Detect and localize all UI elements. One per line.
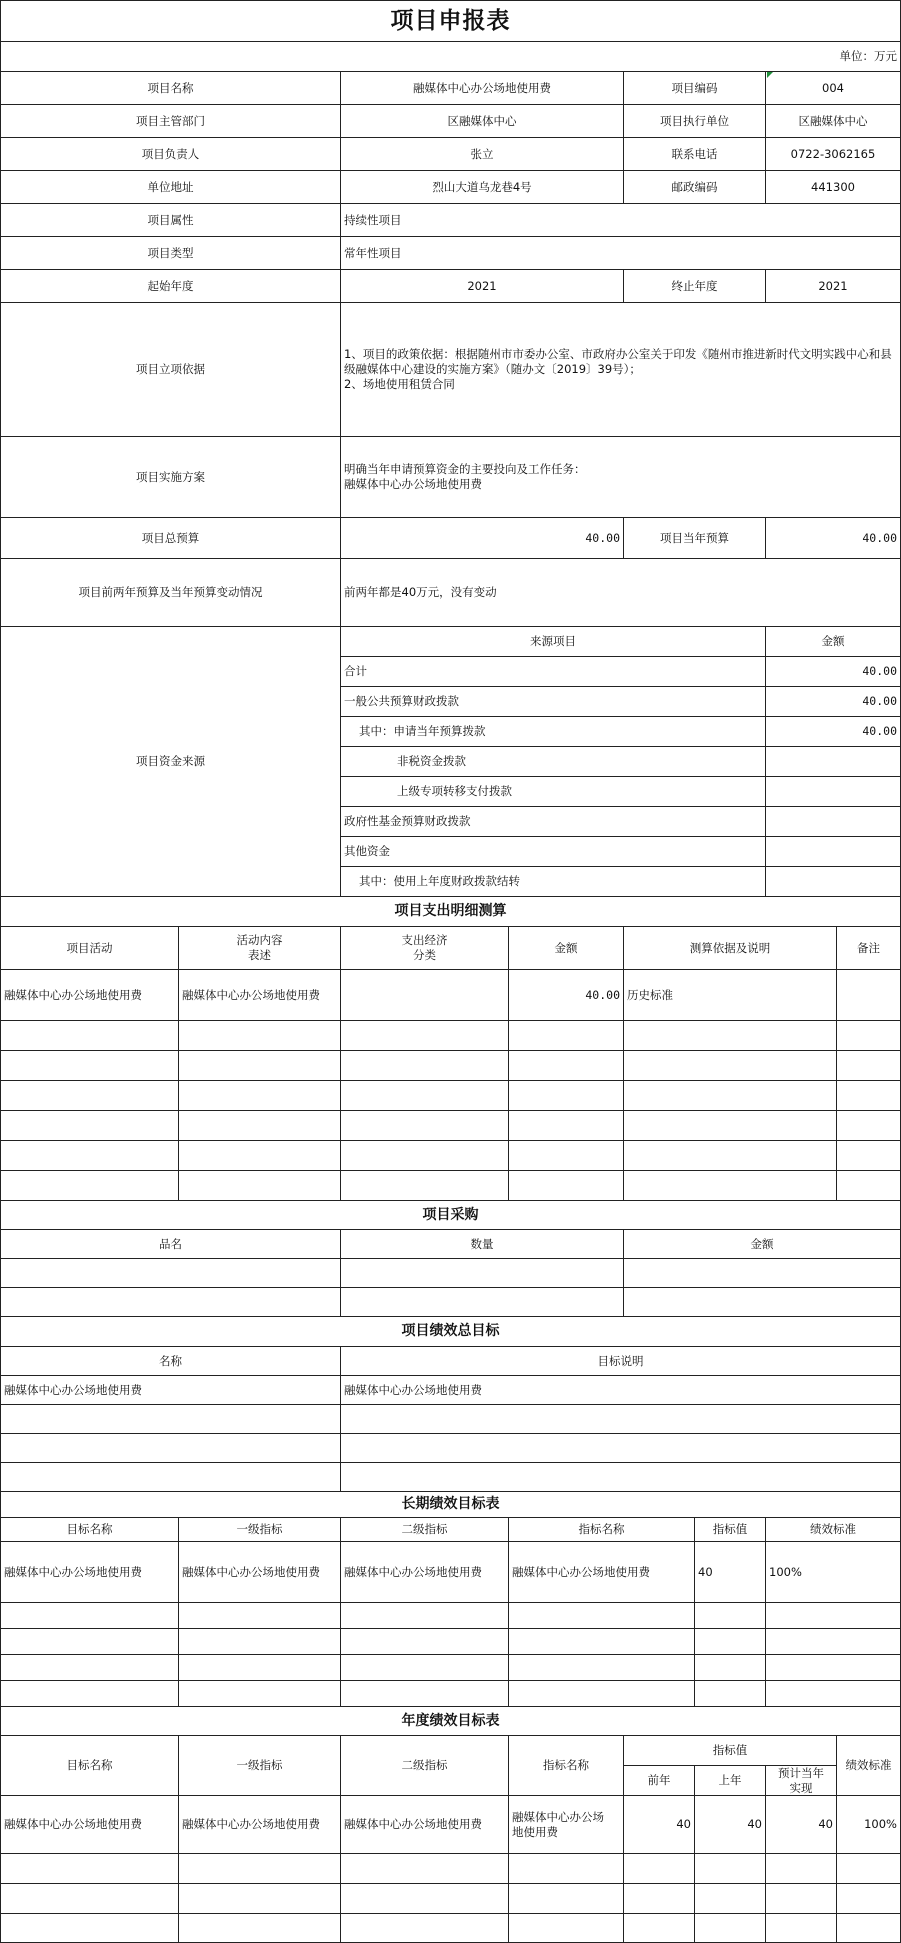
- dept-label: 项目主管部门: [0, 104, 341, 138]
- expense-empty-cell: [623, 1140, 837, 1171]
- dept-value: 区融媒体中心: [340, 104, 624, 138]
- annual-sub-header: 上年: [694, 1765, 766, 1796]
- expense-empty-cell: [340, 1140, 509, 1171]
- long-term-header: 指标名称: [508, 1517, 695, 1542]
- purchase-empty-cell: [623, 1287, 901, 1317]
- funding-row-name: 其中：申请当年预算拨款: [340, 716, 766, 747]
- annual-empty-cell: [508, 1883, 624, 1914]
- type-value: 常年性项目: [340, 236, 901, 270]
- leader-label: 项目负责人: [0, 137, 341, 171]
- expense-empty-cell: [836, 1050, 901, 1081]
- type-label: 项目类型: [0, 236, 341, 270]
- budget-change-text: 前两年都是40万元，没有变动: [340, 558, 901, 627]
- annual-empty-cell: [340, 1913, 509, 1943]
- annual-empty-cell: [0, 1913, 179, 1943]
- annual-empty-cell: [0, 1853, 179, 1884]
- annual-empty-cell: [836, 1883, 901, 1914]
- annual-empty-cell: [178, 1853, 341, 1884]
- funding-row-name: 其他资金: [340, 836, 766, 867]
- expense-header: 测算依据及说明: [623, 926, 837, 970]
- start-year-label: 起始年度: [0, 269, 341, 303]
- expense-empty-cell: [340, 1020, 509, 1051]
- annual-empty-cell: [765, 1853, 837, 1884]
- annual-cell: 100%: [836, 1795, 901, 1854]
- year-budget-value: 40.00: [765, 517, 901, 559]
- long-term-empty-cell: [508, 1628, 695, 1655]
- long-term-empty-cell: [765, 1628, 901, 1655]
- long-term-empty-cell: [0, 1628, 179, 1655]
- annual-header: 二级指标: [340, 1735, 509, 1796]
- annual-cell: 40: [694, 1795, 766, 1854]
- expense-header: 活动内容 表述: [178, 926, 341, 970]
- annual-empty-cell: [0, 1883, 179, 1914]
- zip-label: 邮政编码: [623, 170, 766, 204]
- long-term-empty-cell: [694, 1628, 766, 1655]
- expense-cell: 历史标准: [623, 969, 837, 1021]
- expense-header: 备注: [836, 926, 901, 970]
- zip-value: 441300: [765, 170, 901, 204]
- annual-sub-header: 前年: [623, 1765, 695, 1796]
- start-year-value: 2021: [340, 269, 624, 303]
- long-term-empty-cell: [765, 1602, 901, 1629]
- phone-label: 联系电话: [623, 137, 766, 171]
- long-term-cell: 融媒体中心办公场地使用费: [0, 1541, 179, 1603]
- funding-row-name: 一般公共预算财政拨款: [340, 686, 766, 717]
- expense-empty-cell: [836, 1110, 901, 1141]
- long-term-empty-cell: [178, 1628, 341, 1655]
- purchase-header: 数量: [340, 1229, 624, 1259]
- expense-empty-cell: [340, 1080, 509, 1111]
- long-term-empty-cell: [340, 1602, 509, 1629]
- expense-empty-cell: [623, 1170, 837, 1201]
- exec-label: 项目执行单位: [623, 104, 766, 138]
- expense-empty-cell: [836, 1020, 901, 1051]
- expense-empty-cell: [836, 1140, 901, 1171]
- annual-empty-cell: [623, 1853, 695, 1884]
- expense-empty-cell: [0, 1110, 179, 1141]
- goal-header-desc: 目标说明: [340, 1346, 901, 1376]
- expense-empty-cell: [0, 1170, 179, 1201]
- long-term-empty-cell: [340, 1680, 509, 1707]
- basis-text: 1、项目的政策依据：根据随州市市委办公室、市政府办公室关于印发《随州市推进新时代文明实践中心和县级融媒体中心建设的实施方案》（随办文〔2019〕39号）； 2、场地使用租赁合同: [340, 302, 901, 437]
- annual-cell: 融媒体中心办公场地使用费: [178, 1795, 341, 1854]
- long-term-header: 一级指标: [178, 1517, 341, 1542]
- annual-empty-cell: [508, 1853, 624, 1884]
- long-term-header: 绩效标准: [765, 1517, 901, 1542]
- funding-row-amount: [765, 776, 901, 807]
- purchase-section-title: 项目采购: [0, 1200, 901, 1230]
- annual-empty-cell: [623, 1913, 695, 1943]
- annual-empty-cell: [508, 1913, 624, 1943]
- long-term-empty-cell: [765, 1680, 901, 1707]
- annual-sub-header: 预计当年 实现: [765, 1765, 837, 1796]
- long-term-empty-cell: [694, 1654, 766, 1681]
- long-term-empty-cell: [0, 1654, 179, 1681]
- annual-cell: 融媒体中心办公场地使用费: [0, 1795, 179, 1854]
- goal-name: 融媒体中心办公场地使用费: [0, 1375, 341, 1405]
- funding-row-name: 上级专项转移支付拨款: [340, 776, 766, 807]
- exec-value: 区融媒体中心: [765, 104, 901, 138]
- funding-row-name: 非税资金拨款: [340, 746, 766, 777]
- funding-row-amount: [765, 806, 901, 837]
- expense-empty-cell: [178, 1080, 341, 1111]
- long-term-empty-cell: [0, 1680, 179, 1707]
- funding-row-amount: 40.00: [765, 656, 901, 687]
- long-term-empty-cell: [178, 1602, 341, 1629]
- annual-empty-cell: [836, 1853, 901, 1884]
- long-term-empty-cell: [178, 1654, 341, 1681]
- long-term-cell: 融媒体中心办公场地使用费: [340, 1541, 509, 1603]
- long-term-empty-cell: [694, 1680, 766, 1707]
- annual-empty-cell: [623, 1883, 695, 1914]
- funding-head-source: 来源项目: [340, 626, 766, 657]
- code-value: 004: [765, 71, 901, 105]
- goal-section-title: 项目绩效总目标: [0, 1316, 901, 1347]
- expense-cell: 融媒体中心办公场地使用费: [0, 969, 179, 1021]
- funding-row-amount: [765, 866, 901, 897]
- end-year-value: 2021: [765, 269, 901, 303]
- annual-empty-cell: [340, 1883, 509, 1914]
- expense-cell: [340, 969, 509, 1021]
- annual-header: 一级指标: [178, 1735, 341, 1796]
- expense-empty-cell: [340, 1110, 509, 1141]
- attr-label: 项目属性: [0, 203, 341, 237]
- expense-cell: 融媒体中心办公场地使用费: [178, 969, 341, 1021]
- purchase-empty-cell: [340, 1258, 624, 1288]
- expense-empty-cell: [178, 1110, 341, 1141]
- goal-header-name: 名称: [0, 1346, 341, 1376]
- goal-empty-cell: [340, 1462, 901, 1492]
- expense-empty-cell: [508, 1170, 624, 1201]
- long-term-empty-cell: [0, 1602, 179, 1629]
- expense-cell: 40.00: [508, 969, 624, 1021]
- total-budget-label: 项目总预算: [0, 517, 341, 559]
- budget-change-label: 项目前两年预算及当年预算变动情况: [0, 558, 341, 627]
- long-term-header: 指标值: [694, 1517, 766, 1542]
- page-title: 项目申报表: [0, 0, 901, 42]
- expense-cell: [836, 969, 901, 1021]
- long-term-empty-cell: [694, 1602, 766, 1629]
- funding-row-name: 政府性基金预算财政拨款: [340, 806, 766, 837]
- funding-row-name: 合计: [340, 656, 766, 687]
- expense-empty-cell: [623, 1110, 837, 1141]
- expense-empty-cell: [0, 1080, 179, 1111]
- expense-empty-cell: [0, 1050, 179, 1081]
- funding-row-amount: 40.00: [765, 686, 901, 717]
- name-value: 融媒体中心办公场地使用费: [340, 71, 624, 105]
- year-budget-label: 项目当年预算: [623, 517, 766, 559]
- purchase-empty-cell: [0, 1258, 341, 1288]
- purchase-empty-cell: [340, 1287, 624, 1317]
- long-term-cell: 100%: [765, 1541, 901, 1603]
- funding-row-amount: [765, 746, 901, 777]
- cell-comment-flag: [767, 72, 773, 78]
- expense-empty-cell: [836, 1170, 901, 1201]
- long-term-cell: 融媒体中心办公场地使用费: [178, 1541, 341, 1603]
- address-value: 烈山大道乌龙巷4号: [340, 170, 624, 204]
- expense-empty-cell: [178, 1140, 341, 1171]
- long-term-empty-cell: [508, 1602, 695, 1629]
- expense-empty-cell: [0, 1020, 179, 1051]
- annual-empty-cell: [836, 1913, 901, 1943]
- long-term-header: 目标名称: [0, 1517, 179, 1542]
- end-year-label: 终止年度: [623, 269, 766, 303]
- long-term-empty-cell: [765, 1654, 901, 1681]
- annual-header: 绩效标准: [836, 1735, 901, 1796]
- annual-empty-cell: [178, 1913, 341, 1943]
- long-term-header: 二级指标: [340, 1517, 509, 1542]
- expense-empty-cell: [508, 1050, 624, 1081]
- expense-empty-cell: [836, 1080, 901, 1111]
- phone-value: 0722-3062165: [765, 137, 901, 171]
- expense-empty-cell: [340, 1170, 509, 1201]
- funding-row-name: 其中：使用上年度财政拨款结转: [340, 866, 766, 897]
- expense-empty-cell: [508, 1110, 624, 1141]
- long-term-empty-cell: [340, 1628, 509, 1655]
- goal-empty-cell: [0, 1462, 341, 1492]
- expense-empty-cell: [623, 1050, 837, 1081]
- attr-value: 持续性项目: [340, 203, 901, 237]
- expense-empty-cell: [623, 1080, 837, 1111]
- expense-empty-cell: [508, 1080, 624, 1111]
- annual-header-indicator: 指标值: [623, 1735, 837, 1766]
- annual-empty-cell: [694, 1853, 766, 1884]
- goal-empty-cell: [0, 1404, 341, 1434]
- leader-value: 张立: [340, 137, 624, 171]
- annual-header: 指标名称: [508, 1735, 624, 1796]
- annual-cell: 40: [623, 1795, 695, 1854]
- expense-header: 支出经济 分类: [340, 926, 509, 970]
- annual-empty-cell: [765, 1883, 837, 1914]
- purchase-empty-cell: [0, 1287, 341, 1317]
- total-budget-value: 40.00: [340, 517, 624, 559]
- annual-cell: 融媒体中心办公场 地使用费: [508, 1795, 624, 1854]
- expense-empty-cell: [508, 1020, 624, 1051]
- name-label: 项目名称: [0, 71, 341, 105]
- expense-empty-cell: [178, 1050, 341, 1081]
- expense-empty-cell: [178, 1020, 341, 1051]
- goal-empty-cell: [340, 1404, 901, 1434]
- annual-section-title: 年度绩效目标表: [0, 1706, 901, 1736]
- annual-header: 目标名称: [0, 1735, 179, 1796]
- plan-text: 明确当年申请预算资金的主要投向及工作任务： 融媒体中心办公场地使用费: [340, 436, 901, 518]
- expense-section-title: 项目支出明细测算: [0, 896, 901, 927]
- long-term-empty-cell: [508, 1654, 695, 1681]
- expense-header: 项目活动: [0, 926, 179, 970]
- unit-label: 单位：万元: [0, 41, 901, 72]
- annual-empty-cell: [765, 1913, 837, 1943]
- purchase-header: 品名: [0, 1229, 341, 1259]
- annual-empty-cell: [694, 1883, 766, 1914]
- code-label: 项目编码: [623, 71, 766, 105]
- annual-cell: 融媒体中心办公场地使用费: [340, 1795, 509, 1854]
- expense-empty-cell: [623, 1020, 837, 1051]
- basis-label: 项目立项依据: [0, 302, 341, 437]
- expense-empty-cell: [340, 1050, 509, 1081]
- purchase-empty-cell: [623, 1258, 901, 1288]
- annual-empty-cell: [694, 1913, 766, 1943]
- goal-desc: 融媒体中心办公场地使用费: [340, 1375, 901, 1405]
- long-term-empty-cell: [508, 1680, 695, 1707]
- plan-label: 项目实施方案: [0, 436, 341, 518]
- funding-label: 项目资金来源: [0, 626, 341, 897]
- address-label: 单位地址: [0, 170, 341, 204]
- annual-cell: 40: [765, 1795, 837, 1854]
- long-term-cell: 40: [694, 1541, 766, 1603]
- funding-row-amount: [765, 836, 901, 867]
- long-term-section-title: 长期绩效目标表: [0, 1491, 901, 1518]
- goal-empty-cell: [340, 1433, 901, 1463]
- expense-empty-cell: [178, 1170, 341, 1201]
- long-term-cell: 融媒体中心办公场地使用费: [508, 1541, 695, 1603]
- goal-empty-cell: [0, 1433, 341, 1463]
- annual-empty-cell: [178, 1883, 341, 1914]
- funding-row-amount: 40.00: [765, 716, 901, 747]
- funding-head-amount: 金额: [765, 626, 901, 657]
- long-term-empty-cell: [178, 1680, 341, 1707]
- annual-empty-cell: [340, 1853, 509, 1884]
- purchase-header: 金额: [623, 1229, 901, 1259]
- expense-empty-cell: [0, 1140, 179, 1171]
- expense-empty-cell: [508, 1140, 624, 1171]
- long-term-empty-cell: [340, 1654, 509, 1681]
- expense-header: 金额: [508, 926, 624, 970]
